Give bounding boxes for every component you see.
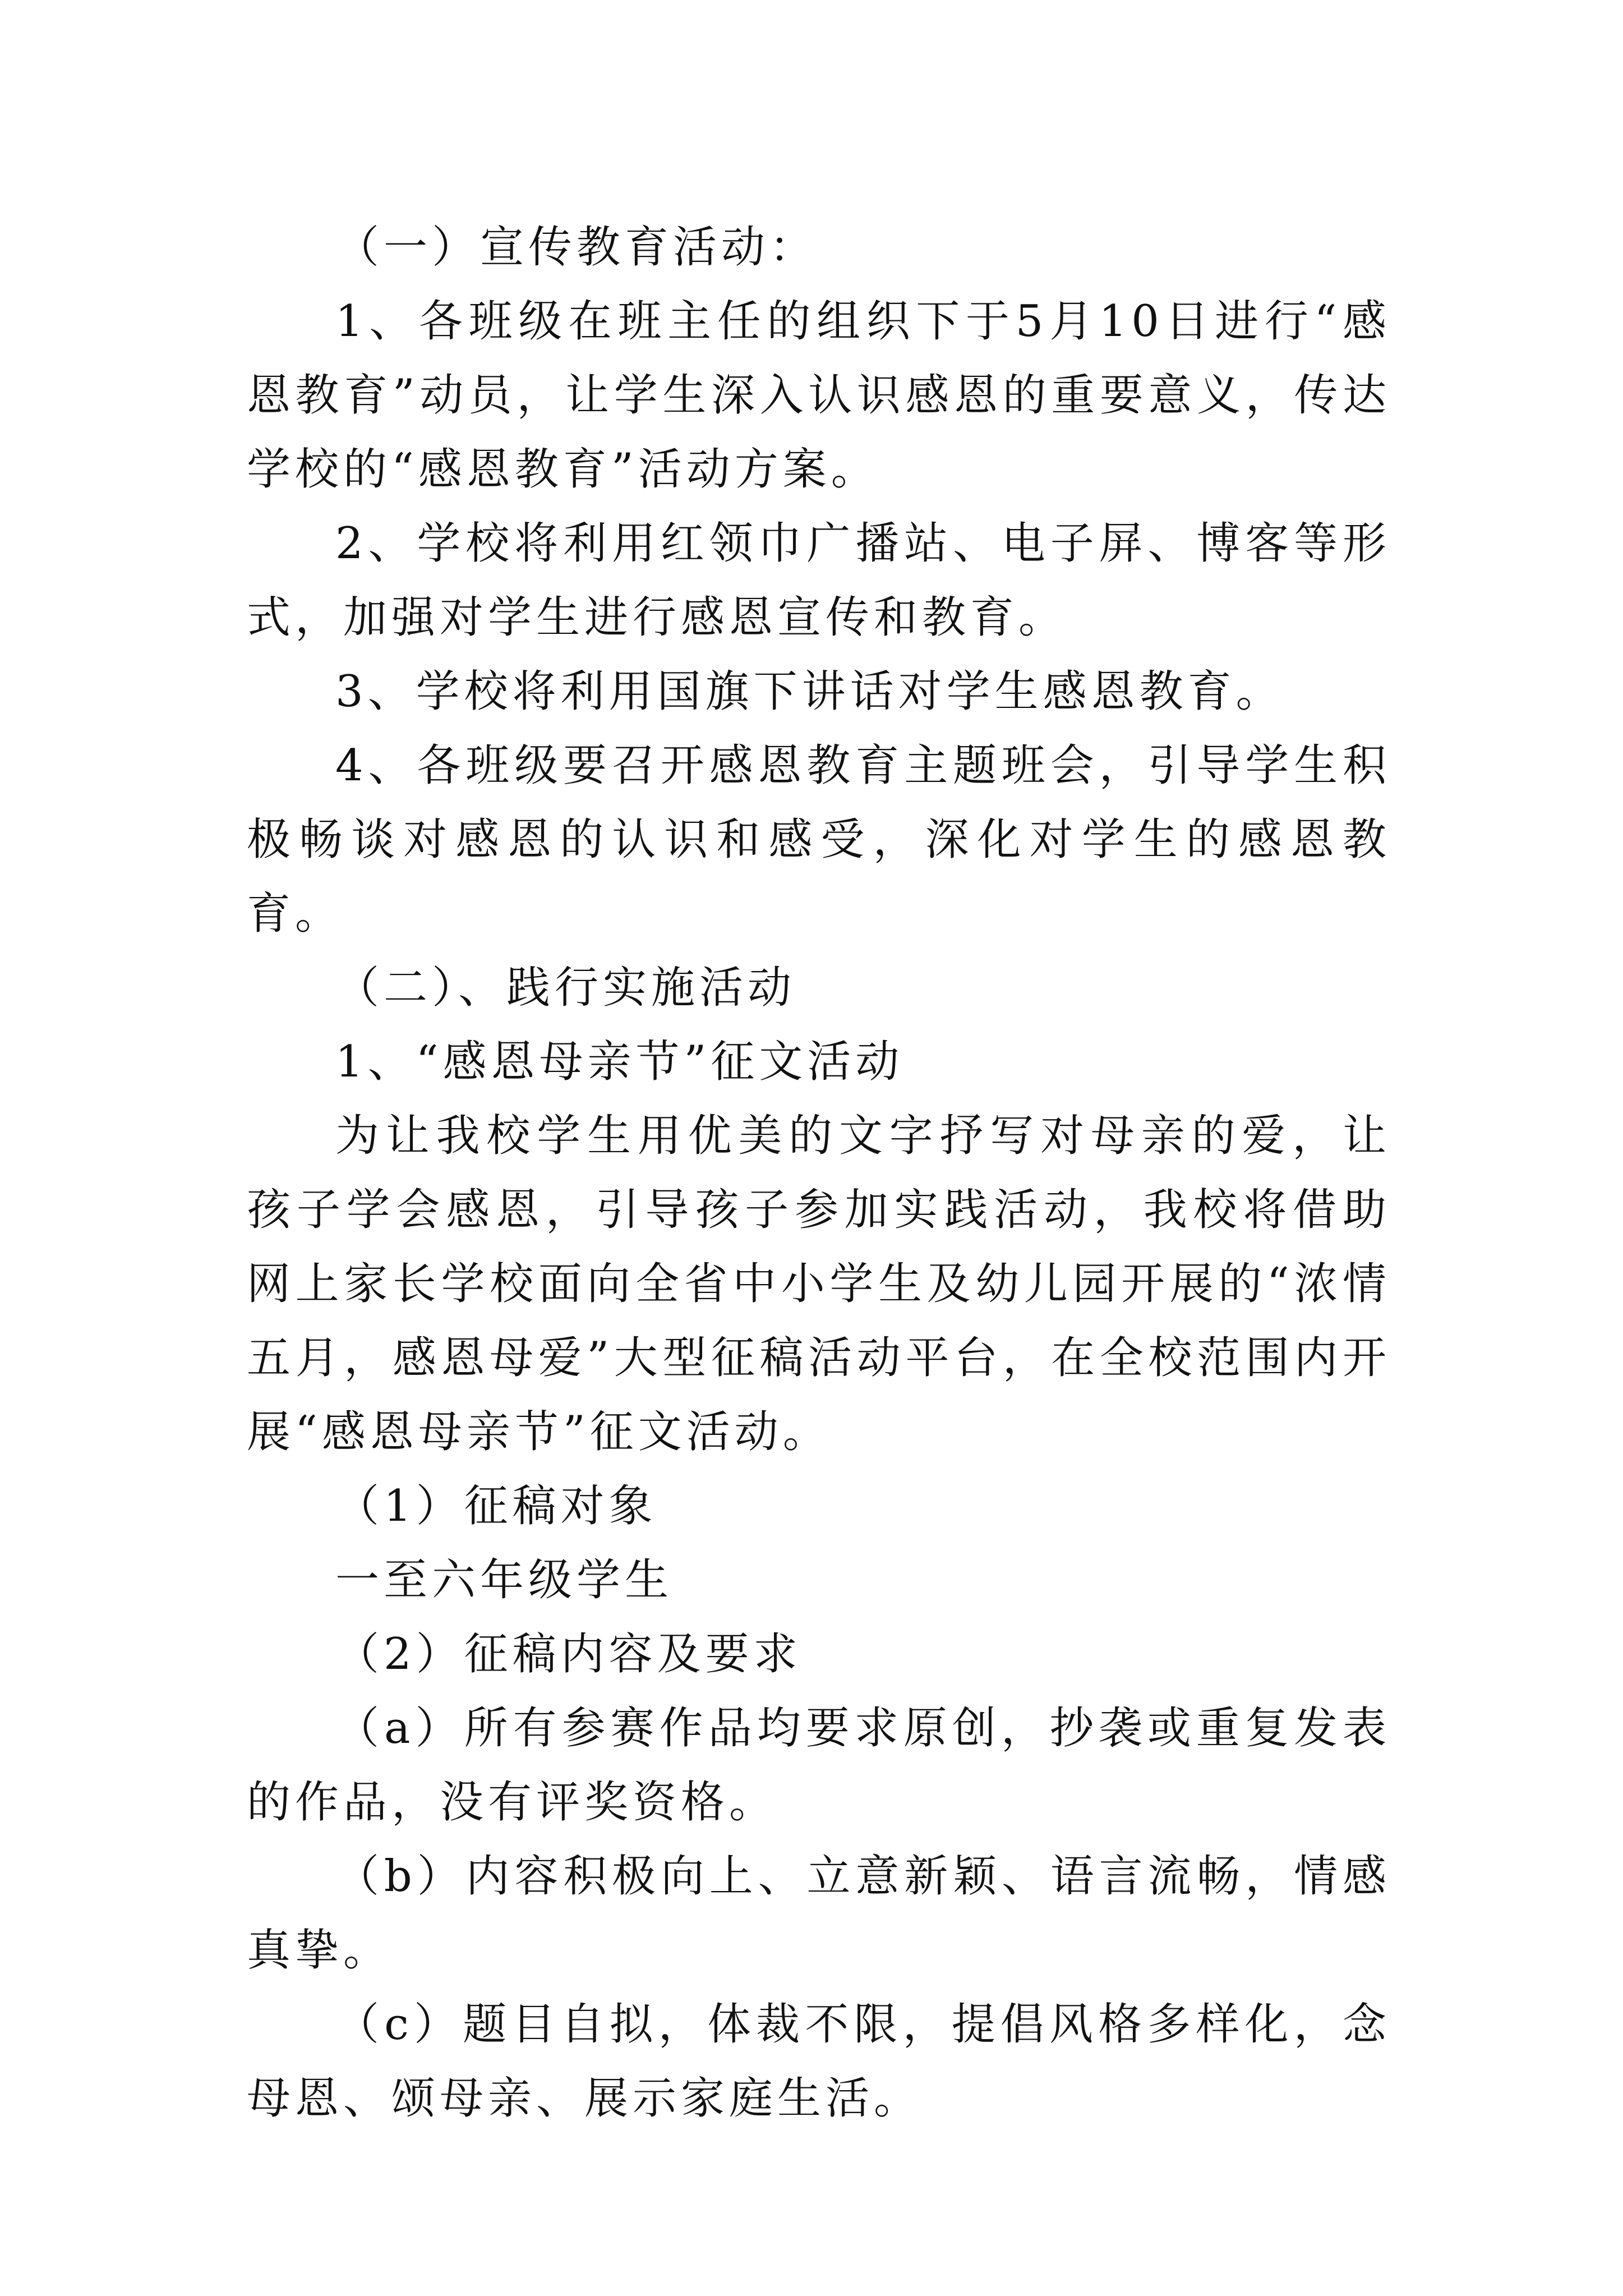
subheading-requirements: （2）征稿内容及要求 [335, 1629, 802, 1680]
subheading-essay-activity: 1、“感恩母亲节”征文活动 [335, 1037, 904, 1087]
paragraph-item-3: 3、学校将利用国旗下讲话对学生感恩教育。 [335, 666, 1284, 717]
paragraph-essay-description: 为让我校学生用优美的文字抒写对母亲的爱，让孩子学会感恩，引导孩子参加实践活动，我校将借助网上家长学校面向全省中小学生及幼儿园开展的“浓情五月，感恩母爱”大型征稿活动平台，在全校范围内开展“感恩母亲节”征文活动。 [247, 1111, 1391, 1457]
subheading-target: （1）征稿对象 [335, 1481, 657, 1531]
requirement-c: （c）题目自拟，体裁不限，提倡风格多样化，念母恩、颂母亲、展示家庭生活。 [247, 1999, 1391, 2124]
paragraph-target-grades: 一至六年级学生 [335, 1555, 674, 1605]
document-body [247, 210, 1391, 2136]
requirement-b: （b）内容积极向上、立意新颖、语言流畅，情感真挚。 [247, 1851, 1391, 1976]
paragraph-item-4: 4、各班级要召开感恩教育主题班会，引导学生积极畅谈对感恩的认识和感受，深化对学生的感恩教育。 [247, 740, 1391, 939]
requirement-a: （a）所有参赛作品均要求原创，抄袭或重复发表的作品，没有评奖资格。 [247, 1703, 1391, 1828]
section-heading-practice: （二）、践行实施活动 [335, 963, 796, 1013]
paragraph-item-1: 1、各班级在班主任的组织下于5月10日进行“感恩教育”动员，让学生深入认识感恩的重要意义，传达学校的“感恩教育”活动方案。 [247, 296, 1391, 495]
paragraph-item-2: 2、学校将利用红领巾广播站、电子屏、博客等形式，加强对学生进行感恩宣传和教育。 [247, 518, 1391, 643]
section-heading-publicity: （一）宣传教育活动： [335, 222, 818, 273]
